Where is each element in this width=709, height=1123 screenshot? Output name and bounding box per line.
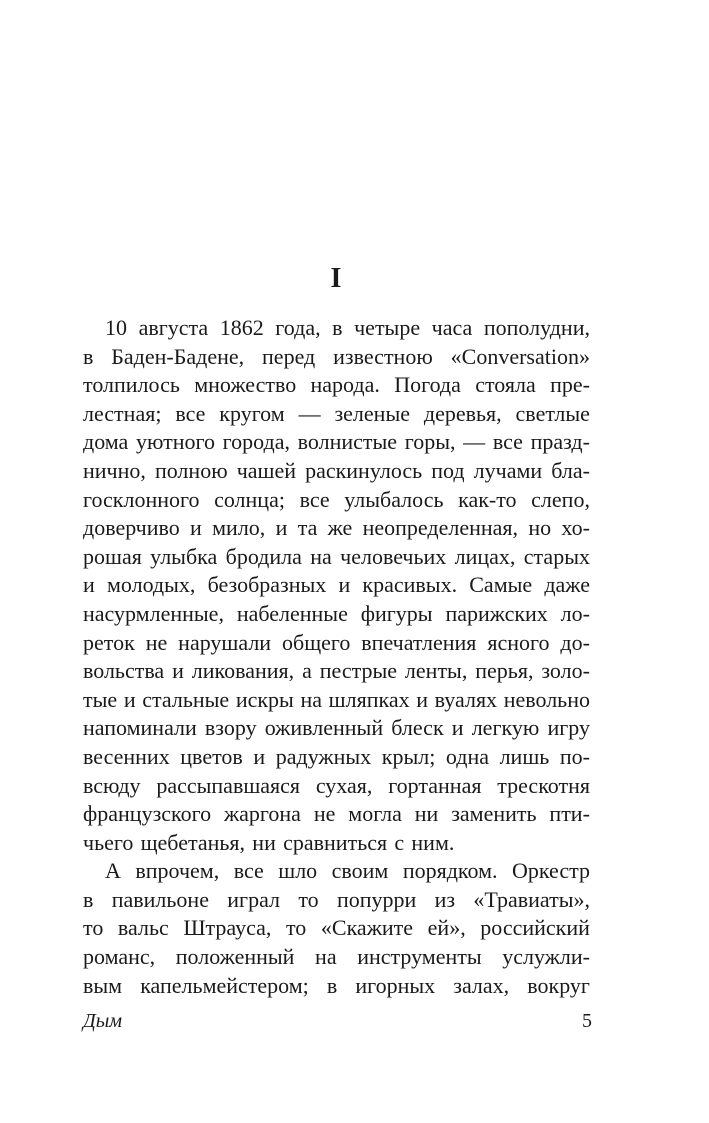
text-line: весенних цветов и радужных крыл; одна лишь по- [83, 743, 590, 769]
text-line: всюду рассыпавшаяся сухая, гортанная трескотня [83, 772, 590, 798]
page-number: 5 [582, 1010, 592, 1032]
text-line: и молодых, безобразных и красивых. Самые даже [83, 572, 590, 598]
text-line: насурмленные, набеленные фигуры парижских ло- [83, 600, 590, 626]
chapter-heading: I [330, 263, 342, 294]
paragraph [83, 314, 590, 857]
text-line: романс, положенный на инструменты услужли- [83, 944, 590, 970]
text-line: вольства и ликования, а пестрые ленты, перья, золо- [83, 658, 590, 684]
text-line: чьего щебетанья, ни сравниться с ним. [83, 829, 455, 855]
text-line: толпилось множество народа. Погода стояла пре- [83, 372, 590, 398]
text-line: в Баден-Бадене, перед известною «Conversation» [83, 343, 590, 369]
text-line: французского жаргона не могла ни заменить пти- [83, 801, 590, 827]
text-line: 10 августа 1862 года, в четыре часа пополудни, [105, 315, 590, 340]
running-footer-title: Дым [83, 1010, 123, 1032]
text-line: реток не нарушали общего впечатления ясного до- [83, 629, 590, 655]
text-line: нично, полною чашей раскинулось под лучами бла- [83, 457, 590, 483]
text-line: А впрочем, все шло своим порядком. Оркестр [105, 858, 590, 884]
text-line: рошая улыбка бродила на человечьих лицах, старых [83, 543, 590, 569]
text-line: госклонного солнца; все улыбалось как-то слепо, [83, 486, 590, 512]
text-line: напоминали взору оживленный блеск и легкую игру [83, 715, 590, 741]
body-text [83, 314, 590, 1000]
paragraph [83, 857, 590, 1000]
text-line: доверчиво и мило, и та же неопределенная, но хо- [83, 515, 590, 541]
text-line: то вальс Штрауса, то «Скажите ей», российский [83, 915, 590, 941]
text-line: лестная; все кругом — зеленые деревья, светлые [83, 400, 590, 426]
text-line: тые и стальные искры на шляпках и вуалях невольно [83, 686, 590, 712]
text-line: в павильоне играл то попурри из «Травиаты», [83, 886, 590, 912]
text-line: вым капельмейстером; в игорных залах, вокруг [83, 972, 590, 998]
text-line: дома уютного города, волнистые горы, — все празд- [83, 429, 590, 455]
